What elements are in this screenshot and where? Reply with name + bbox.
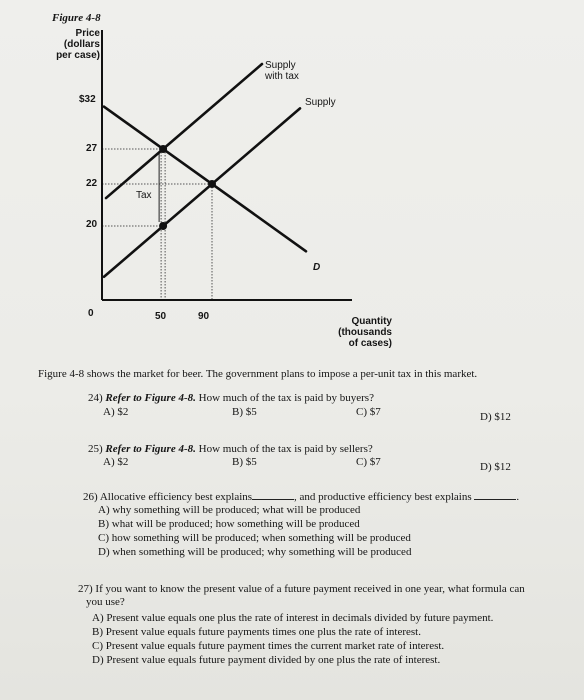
q24-option-a: A) $2	[103, 406, 129, 418]
tax-label: Tax	[136, 190, 152, 201]
supply-with-tax-label-line-2: with tax	[265, 71, 299, 82]
y-axis-label-line-1: Price	[75, 28, 100, 39]
question-27-text-line-1: If you want to know the present value of a future payment received in one year, what formula can	[95, 583, 525, 595]
x-axis-label-line-3: of cases)	[348, 338, 392, 349]
y-tick-20: 20	[86, 219, 98, 230]
y-tick-22: 22	[86, 178, 98, 189]
figure-title: Figure 4-8	[52, 12, 101, 24]
q27-option-a: A) Present value equals one plus the rate of interest in decimals divided by future payment.	[92, 612, 494, 624]
x-tick-0: 0	[88, 308, 94, 319]
question-26-blank-2	[474, 490, 516, 500]
supply-with-tax-curve	[106, 64, 262, 198]
y-tick-27: 27	[86, 143, 98, 154]
q24-option-c: C) $7	[356, 406, 381, 418]
question-26-text-c: .	[516, 491, 520, 503]
question-24	[88, 392, 374, 404]
q25-option-c: C) $7	[356, 456, 381, 468]
q27-option-d: D) Present value equals future payment divided by one plus the rate of interest.	[92, 654, 441, 666]
point-buyers-price	[159, 145, 167, 153]
x-tick-50: 50	[155, 311, 167, 322]
question-25-number: 25)	[88, 443, 103, 455]
q26-option-c: C) how something will be produced; when something will be produced	[98, 532, 411, 544]
point-sellers-price	[159, 222, 167, 230]
intro-text: Figure 4-8 shows the market for beer. The government plans to impose a per-unit tax in this market.	[38, 368, 478, 380]
question-26-number: 26)	[83, 491, 98, 503]
y-tick-32: $32	[79, 94, 96, 105]
y-axis-label-line-2: (dollars	[63, 39, 100, 50]
q25-option-b: B) $5	[232, 456, 257, 468]
supply-with-tax-label	[265, 60, 299, 82]
y-axis-label-line-3: per case)	[56, 50, 100, 61]
x-axis-label	[322, 316, 392, 349]
question-26	[83, 490, 519, 503]
question-27	[78, 583, 525, 595]
supply-with-tax-label-line-1: Supply	[265, 60, 296, 71]
x-axis-label-line-2: (thousands	[338, 327, 392, 338]
question-25-text: How much of the tax is paid by sellers?	[198, 443, 373, 455]
question-27-number: 27)	[78, 583, 93, 595]
point-equilibrium	[208, 180, 216, 188]
question-24-text: How much of the tax is paid by buyers?	[198, 392, 374, 404]
question-27-text-line-2: you use?	[86, 596, 125, 608]
question-24-ref: Refer to Figure 4-8.	[105, 392, 196, 404]
supply-label: Supply	[305, 97, 336, 108]
demand-label: D	[313, 262, 321, 273]
question-26-text-b: , and productive efficiency best explains	[294, 491, 472, 503]
q26-option-b: B) what will be produced; how something will be produced	[98, 518, 360, 530]
q26-option-a: A) why something will be produced; what will be produced	[98, 504, 361, 516]
q26-option-d: D) when something will be produced; why something will be produced	[98, 546, 412, 558]
question-25-ref: Refer to Figure 4-8.	[105, 443, 196, 455]
chart-curves	[104, 64, 306, 277]
q27-option-b: B) Present value equals future payments times one plus the rate of interest.	[92, 626, 421, 638]
x-tick-90: 90	[198, 311, 210, 322]
q25-option-a: A) $2	[103, 456, 129, 468]
q27-option-c: C) Present value equals future payment times the current market rate of interest.	[92, 640, 445, 652]
question-24-number: 24)	[88, 392, 103, 404]
question-25	[88, 443, 373, 455]
q25-option-d: D) $12	[480, 461, 511, 473]
supply-curve	[104, 108, 300, 276]
question-26-blank-1	[252, 490, 294, 500]
question-26-text-a: Allocative efficiency best explains	[99, 491, 253, 503]
q24-option-b: B) $5	[232, 406, 257, 418]
x-axis-label-line-1: Quantity	[351, 316, 392, 327]
q24-option-d: D) $12	[480, 411, 511, 423]
